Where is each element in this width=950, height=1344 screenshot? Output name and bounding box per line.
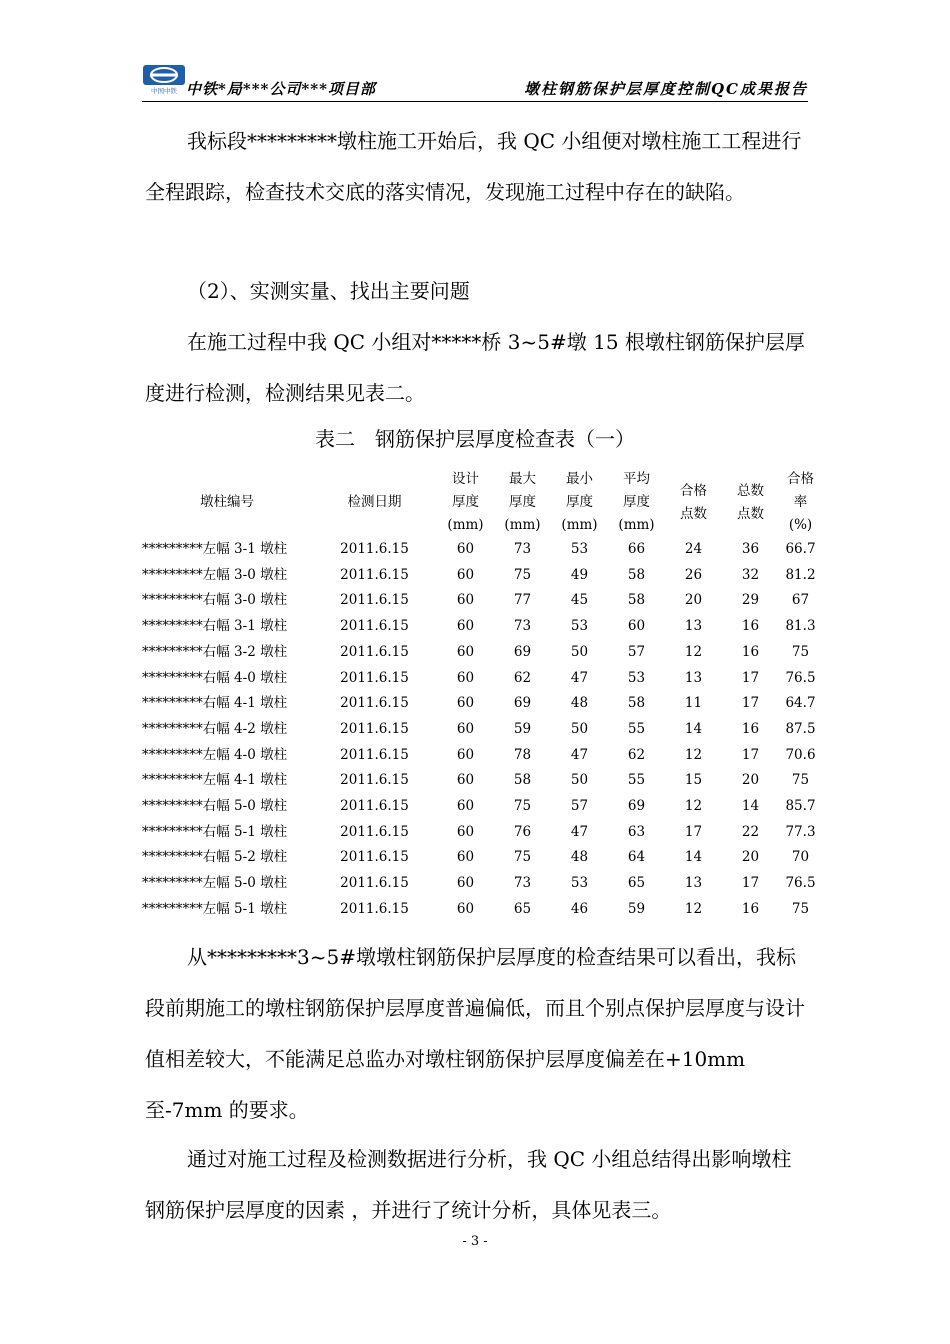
cell-min: 47 [570, 669, 589, 686]
cell-design: 60 [456, 669, 475, 686]
table-row [142, 897, 822, 923]
cell-avg: 58 [627, 592, 646, 609]
cell-pass: 17 [684, 823, 703, 840]
cell-rate: 67 [791, 592, 810, 609]
table-header-row [142, 468, 822, 537]
cell-total: 36 [741, 541, 760, 557]
cell-design: 60 [456, 875, 475, 892]
table-row [142, 743, 822, 769]
cell-design: 60 [456, 849, 475, 866]
cell-min: 47 [570, 823, 589, 840]
cell-avg: 57 [627, 643, 646, 660]
cell-pier-id: *********右幅 3-1 墩柱 [142, 618, 288, 635]
table-row [142, 794, 822, 820]
cell-avg: 62 [627, 746, 646, 763]
cell-pier-id: *********右幅 4-0 墩柱 [142, 669, 288, 686]
cell-design: 60 [456, 746, 475, 763]
cell-design: 60 [456, 772, 475, 789]
paragraph-inspection [145, 317, 807, 419]
cell-rate: 70 [791, 849, 810, 866]
cell-pass: 12 [684, 643, 703, 660]
cell-max: 62 [513, 669, 532, 686]
cell-min: 45 [570, 592, 589, 609]
cell-rate: 81.3 [785, 618, 816, 635]
header-date: 检测日期 [347, 494, 402, 510]
cell-date: 2011.6.15 [340, 695, 409, 712]
cell-pass: 13 [684, 618, 703, 635]
cell-pass: 13 [684, 875, 703, 892]
logo-text: 中国中铁 [151, 87, 177, 94]
cell-max: 73 [513, 875, 532, 892]
cell-avg: 63 [627, 823, 646, 840]
cell-pass: 26 [684, 566, 703, 583]
paragraph-intro [145, 116, 807, 218]
cell-total: 16 [741, 720, 760, 737]
cell-pass: 13 [684, 669, 703, 686]
cell-rate: 76.5 [785, 875, 816, 892]
cell-min: 48 [570, 695, 589, 712]
cell-design: 60 [456, 592, 475, 609]
cell-max: 76 [513, 823, 532, 840]
cell-avg: 66 [627, 541, 646, 557]
cell-date: 2011.6.15 [340, 669, 409, 686]
cell-date: 2011.6.15 [340, 849, 409, 866]
header-pass-rate: 合格 率 (%) [787, 471, 814, 533]
cell-date: 2011.6.15 [340, 823, 409, 840]
cell-avg: 53 [627, 669, 646, 686]
cell-design: 60 [456, 541, 475, 557]
cell-date: 2011.6.15 [340, 541, 409, 557]
cell-design: 60 [456, 695, 475, 712]
cell-pier-id: *********左幅 3-1 墩柱 [142, 541, 288, 557]
cell-pass: 11 [684, 695, 703, 712]
paragraph-intro-text: 我标段*********墩柱施工开始后，我 QC 小组便对墩柱施工工程进行全程跟踪，检查技术交底的落实情况，发现施工过程中存在的缺陷。 [145, 129, 802, 204]
table-row [142, 768, 822, 794]
cell-max: 69 [513, 695, 532, 712]
cell-pier-id: *********左幅 4-0 墩柱 [142, 746, 288, 763]
cell-total: 14 [741, 798, 760, 815]
cell-total: 17 [741, 875, 760, 892]
header-total-points: 总数 点数 [737, 482, 764, 522]
cell-date: 2011.6.15 [340, 618, 409, 635]
cell-pier-id: *********左幅 5-1 墩柱 [142, 900, 288, 917]
section-heading [145, 266, 807, 317]
table-row [142, 666, 822, 692]
cell-rate: 70.6 [785, 746, 816, 763]
cell-rate: 87.5 [785, 720, 816, 737]
cell-design: 60 [456, 566, 475, 583]
cell-max: 58 [513, 772, 532, 789]
cell-pier-id: *********左幅 5-0 墩柱 [142, 875, 288, 892]
cell-min: 53 [570, 875, 589, 892]
cell-date: 2011.6.15 [340, 643, 409, 660]
cell-date: 2011.6.15 [340, 720, 409, 737]
table-row [142, 820, 822, 846]
cell-pass: 14 [684, 849, 703, 866]
table-row [142, 691, 822, 717]
table-row [142, 588, 822, 614]
cell-max: 59 [513, 720, 532, 737]
cell-min: 46 [570, 900, 589, 917]
cell-design: 60 [456, 900, 475, 917]
cell-pier-id: *********右幅 3-0 墩柱 [142, 592, 288, 609]
cell-pass: 15 [684, 772, 703, 789]
cell-rate: 75 [791, 772, 810, 789]
table-row [142, 563, 822, 589]
table-row [142, 537, 822, 563]
cell-total: 16 [741, 643, 760, 660]
table-row [142, 845, 822, 871]
report-title: 墩柱钢筋保护层厚度控制QC成果报告 [523, 80, 808, 98]
cell-pass: 20 [684, 592, 703, 609]
table-row [142, 717, 822, 743]
cell-min: 49 [570, 566, 589, 583]
cell-avg: 55 [627, 772, 646, 789]
cell-pier-id: *********右幅 4-2 墩柱 [142, 720, 288, 737]
cell-date: 2011.6.15 [340, 798, 409, 815]
cell-total: 29 [741, 592, 760, 609]
paragraph-inspection-text: 在施工过程中我 QC 小组对*****桥 3~5#墩 15 根墩柱钢筋保护层厚度进行检测，检测结果见表二。 [145, 330, 805, 405]
cell-rate: 66.7 [785, 541, 816, 557]
cell-pier-id: *********右幅 5-2 墩柱 [142, 849, 288, 866]
cell-rate: 75 [791, 643, 810, 660]
header-design-thickness: 设计 厚度 (mm) [447, 471, 484, 533]
cell-min: 50 [570, 643, 589, 660]
cell-date: 2011.6.15 [340, 875, 409, 892]
section-heading-text: （2）、实测实量、找出主要问题 [187, 279, 470, 303]
cell-design: 60 [456, 643, 475, 660]
cell-pass: 12 [684, 900, 703, 917]
cell-rate: 76.5 [785, 669, 816, 686]
cell-total: 16 [741, 618, 760, 635]
cell-min: 50 [570, 772, 589, 789]
header-max-thickness: 最大 厚度 (mm) [504, 471, 541, 533]
cell-pier-id: *********右幅 3-2 墩柱 [142, 643, 288, 660]
cell-rate: 81.2 [785, 566, 816, 583]
cell-pass: 14 [684, 720, 703, 737]
cell-pier-id: *********左幅 3-0 墩柱 [142, 566, 288, 583]
cell-max: 75 [513, 798, 532, 815]
cell-avg: 55 [627, 720, 646, 737]
cell-pier-id: *********右幅 4-1 墩柱 [142, 695, 288, 712]
cell-design: 60 [456, 618, 475, 635]
header-pier-id: 墩柱编号 [200, 494, 254, 510]
cell-total: 32 [741, 566, 760, 583]
cell-design: 60 [456, 720, 475, 737]
cell-total: 20 [741, 849, 760, 866]
cell-design: 60 [456, 823, 475, 840]
cell-max: 69 [513, 643, 532, 660]
cell-rate: 64.7 [785, 695, 816, 712]
cell-min: 53 [570, 618, 589, 635]
cell-max: 78 [513, 746, 532, 763]
paragraph-analysis-text: 通过对施工过程及检测数据进行分析，我 QC 小组总结得出影响墩柱钢筋保护层厚度的因素 ，并进行了统计分析，具体见表三。 [145, 1147, 792, 1222]
cell-pass: 12 [684, 746, 703, 763]
header-pass-points: 合格 点数 [680, 482, 707, 522]
cell-max: 65 [513, 900, 532, 917]
table-row [142, 614, 822, 640]
cell-avg: 58 [627, 695, 646, 712]
page-number: - 3 - [462, 1234, 488, 1249]
paragraph-conclusion [145, 932, 807, 1136]
cell-min: 48 [570, 849, 589, 866]
cell-date: 2011.6.15 [340, 566, 409, 583]
company-name: 中铁*局***公司***项目部 [186, 80, 376, 98]
cell-avg: 64 [627, 849, 646, 866]
cell-pass: 12 [684, 798, 703, 815]
cell-date: 2011.6.15 [340, 746, 409, 763]
paragraph-conclusion-text: 从*********3~5#墩墩柱钢筋保护层厚度的检查结果可以看出，我标段前期施工的墩柱钢筋保护层厚度普遍偏低，而且个别点保护层厚度与设计值相差较大，不能满足总监办对墩柱钢筋保护层厚度偏差在+10mm 至-7mm 的要求。 [145, 945, 805, 1122]
table-row [142, 640, 822, 666]
cell-total: 17 [741, 695, 760, 712]
cell-pass: 24 [684, 541, 703, 557]
cell-max: 73 [513, 618, 532, 635]
header-divider [142, 101, 808, 102]
paragraph-analysis [145, 1134, 807, 1236]
header-min-thickness: 最小 厚度 (mm) [561, 471, 598, 533]
company-logo-icon [142, 64, 186, 94]
cell-pier-id: *********左幅 4-1 墩柱 [142, 772, 288, 789]
cell-date: 2011.6.15 [340, 772, 409, 789]
cell-max: 75 [513, 566, 532, 583]
cell-max: 77 [513, 592, 532, 609]
cell-pier-id: *********右幅 5-1 墩柱 [142, 823, 288, 840]
cell-design: 60 [456, 798, 475, 815]
cell-max: 73 [513, 541, 532, 557]
cell-total: 17 [741, 746, 760, 763]
cell-date: 2011.6.15 [340, 900, 409, 917]
cell-max: 75 [513, 849, 532, 866]
cell-avg: 59 [627, 900, 646, 917]
cell-avg: 65 [627, 875, 646, 892]
cell-avg: 58 [627, 566, 646, 583]
header-avg-thickness: 平均 厚度 (mm) [618, 471, 655, 533]
cell-avg: 60 [627, 618, 646, 635]
cell-min: 47 [570, 746, 589, 763]
cell-avg: 69 [627, 798, 646, 815]
cell-rate: 77.3 [785, 823, 816, 840]
table-title: 表二 钢筋保护层厚度检查表（一） [315, 427, 635, 451]
cell-total: 20 [741, 772, 760, 789]
page-header [142, 62, 808, 102]
cell-min: 57 [570, 798, 589, 815]
cell-total: 17 [741, 669, 760, 686]
inspection-table [142, 468, 822, 923]
cell-pier-id: *********右幅 5-0 墩柱 [142, 798, 288, 815]
cell-rate: 85.7 [785, 798, 816, 815]
cell-min: 50 [570, 720, 589, 737]
cell-rate: 75 [791, 900, 810, 917]
table-row [142, 871, 822, 897]
cell-date: 2011.6.15 [340, 592, 409, 609]
cell-total: 22 [741, 823, 760, 840]
cell-min: 53 [570, 541, 589, 557]
cell-total: 16 [741, 900, 760, 917]
